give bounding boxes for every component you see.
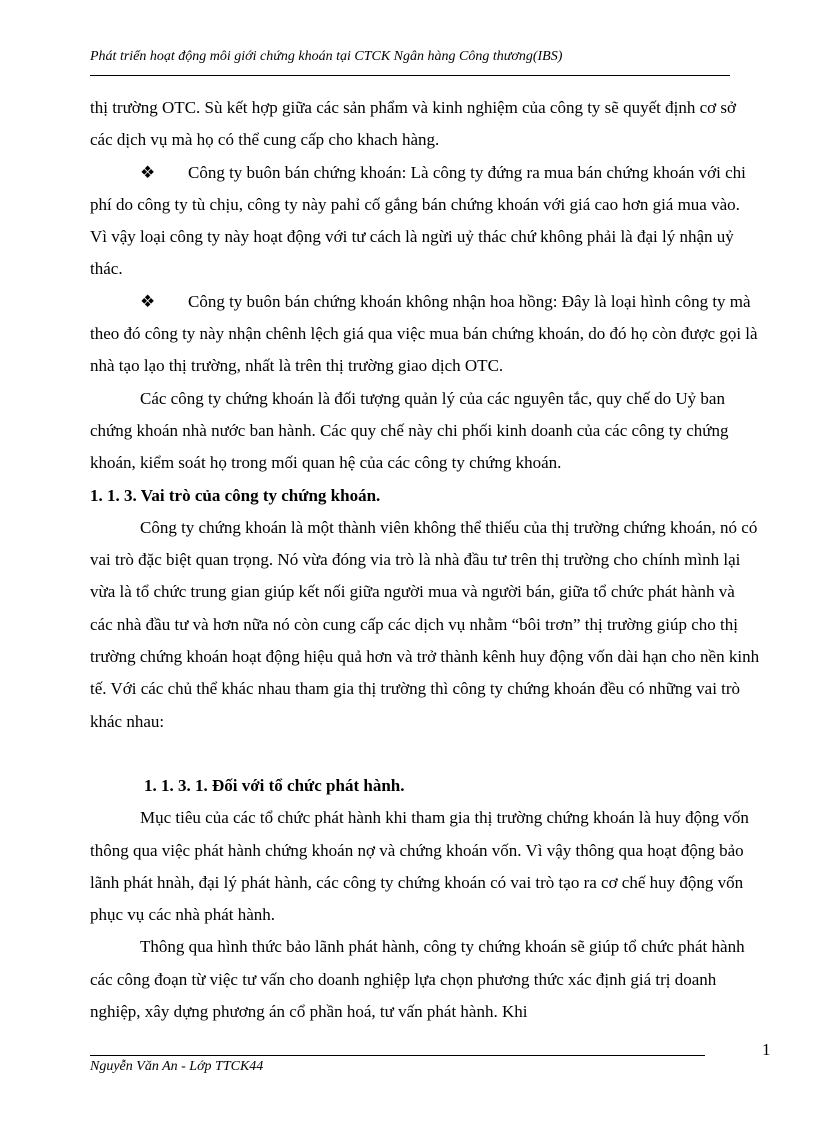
paragraph: Thông qua hình thức bảo lãnh phát hành, công ty chứng khoán sẽ giúp tổ chức phát hành các công đoạn từ việc tư vấn cho doanh nghiệp lựa chọn phương thức xác định giá trị doanh nghiệp, xây dựng phương án cổ phần hoá, tư vấn phát hành. Khi <box>90 937 745 1022</box>
bullet-paragraph <box>90 286 760 383</box>
paragraph-continued: thị trường OTC. Sù kết hợp giữa các sản phẩm và kinh nghiệm của công ty sẽ quyết định cơ sở các dịch vụ mà họ có thể cung cấp cho khach hàng. <box>90 98 736 150</box>
bullet-text: Công ty buôn bán chứng khoán không nhận hoa hồng: Đây là loại hình công ty mà theo đó công ty này nhận chênh lệch giá qua việc mua bán chứng khoán, do đó họ còn được gọi là nhà tạo lạo thị trường, nhất là trên thị trường giao dịch OTC. <box>90 291 758 376</box>
section-heading: 1. 1. 3. Vai trò của công ty chứng khoán. <box>90 485 381 505</box>
running-footer: Nguyễn Văn An - Lớp TTCK44 <box>90 1059 264 1074</box>
subsection-heading: 1. 1. 3. 1. Đối với tổ chức phát hành. <box>144 775 405 795</box>
diamond-bullet-icon: ❖ <box>140 162 156 182</box>
footer-divider <box>90 1055 705 1056</box>
document-body <box>90 92 760 1028</box>
paragraph: Mục tiêu của các tổ chức phát hành khi tham gia thị trường chứng khoán là huy động vốn thông qua việc phát hành chứng khoán nợ và chứng khoán vốn. Vì vậy thông qua hoạt động bảo lãnh phát hnàh, đại lý phát hành, các công ty chứng khoán có vai trò tạo ra cơ chế huy động vốn phục vụ các nhà phát hành. <box>90 808 749 925</box>
paragraph: Công ty chứng khoán là một thành viên không thể thiếu của thị trường chứng khoán, nó có vai trò đặc biệt quan trọng. Nó vừa đóng via trò là nhà đầu tư trên thị trường cho chính mình lại vừa là tổ chức trung gian giúp kết nối giữa người mua và người bán, giữa tổ chức phát hành và các nhà đầu tư và hơn nữa nó còn cung cấp các dịch vụ nhằm “bôi trơn” thị trường giúp cho thị trường chứng khoán hoạt động hiệu quả hơn và trở thành kênh huy động vốn dài hạn cho nền kinh tế. Với các chủ thể khác nhau tham gia thị trường thì công ty chứng khoán đều có những vai trò khác nhau: <box>90 517 760 731</box>
paragraph: Các công ty chứng khoán là đối tượng quản lý của các nguyên tắc, quy chế do Uỷ ban chứng khoán nhà nước ban hành. Các quy chế này chi phối kinh doanh của các công ty chứng khoán, kiểm soát họ trong mối quan hệ của các công ty chứng khoán. <box>90 388 729 473</box>
diamond-bullet-icon: ❖ <box>140 291 156 311</box>
page-number: 1 <box>762 1040 771 1059</box>
running-header: Phát triển hoạt động môi giới chứng khoán tại CTCK Ngân hàng Công thương(IBS) <box>90 49 563 64</box>
header-divider <box>90 75 730 76</box>
bullet-paragraph <box>90 157 760 286</box>
bullet-text: Công ty buôn bán chứng khoán: Là công ty đứng ra mua bán chứng khoán với chi phí do công ty tù chịu, công ty này pahỉ cố gắng bán chứng khoán với giá cao hơn giá mua vào. Vì vậy loại công ty này hoạt động với tư cách là ngừi uỷ thác chứ không phải là đại lý nhận uỷ thác. <box>90 162 746 279</box>
